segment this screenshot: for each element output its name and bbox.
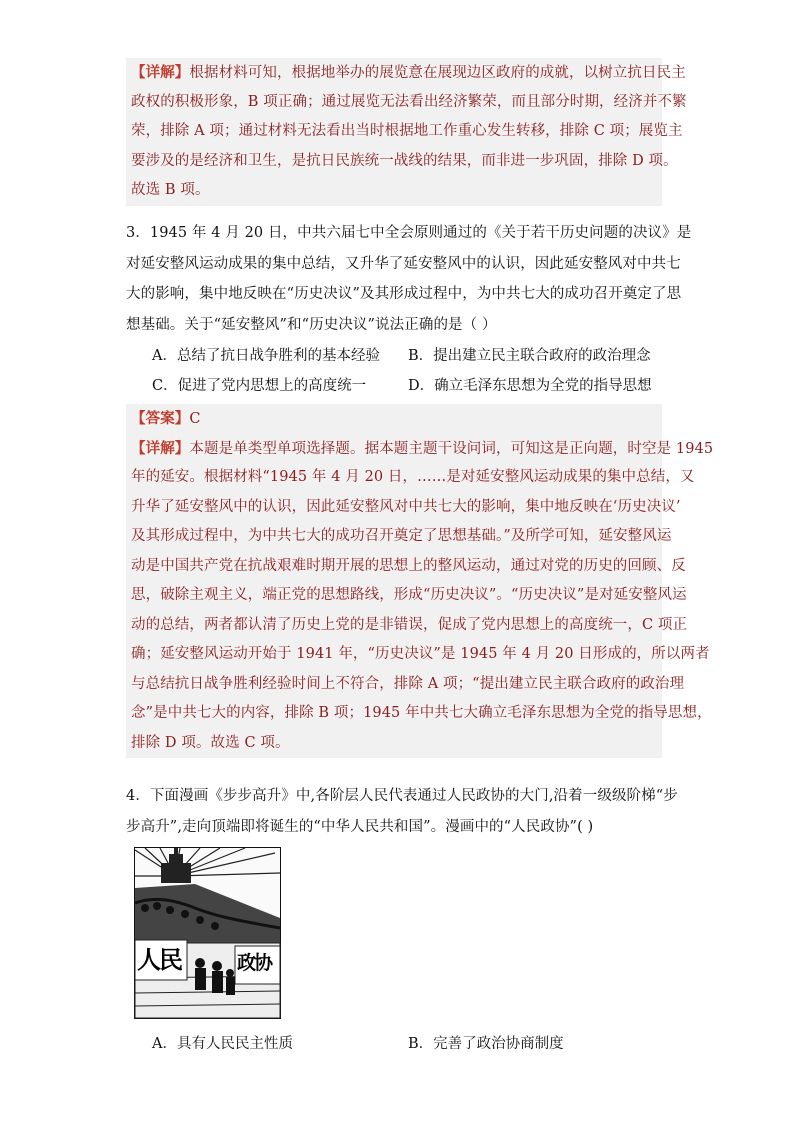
explanation-block <box>126 58 687 206</box>
question-4-options <box>126 1029 662 1059</box>
explanation-line: 确；延安整风运动开始于 1941 年，“历史决议”是 1945 年 4 月 20 日形成的，所以两者 <box>131 646 710 662</box>
option-row <box>126 1029 662 1059</box>
option-row <box>126 341 662 371</box>
explanation-line: 年的延安。根据材料“1945 年 4 月 20 日，……是对延安整风运动成果的集中总结，又 <box>131 469 695 485</box>
question-4 <box>126 781 678 842</box>
question-line: 步高升”,走向顶端即将诞生的“中华人民共和国”。漫画中的“人民政协”( ) <box>126 818 594 835</box>
explanation-line: 荣，排除 A 项；通过材料无法看出当时根据地工作重心发生转移，排除 C 项；展览主 <box>131 123 683 139</box>
question-line: 大的影响，集中地反映在“历史决议”及其形成过程中，为中共七大的成功召开奠定了思 <box>126 286 682 302</box>
comic-text-left: 人民 <box>137 946 181 974</box>
explanation-line <box>131 58 686 88</box>
option-a[interactable]: A．总结了抗日战争胜利的基本经验 <box>152 348 380 364</box>
explanation-line: 故选 B 项。 <box>131 182 210 198</box>
text: 根据材料可知，根据地举办的展览意在展现边区政府的成就，以树立抗日民主 <box>189 65 686 81</box>
text: 本题是单类型单项选择题。据本题主题干设问词，可知这是正向题，时空是 1945 <box>189 440 714 457</box>
answer-line <box>131 404 658 434</box>
option-a[interactable]: A．具有人民民主性质 <box>152 1036 293 1052</box>
option-d[interactable]: D．确立毛泽东思想为全党的指导思想 <box>408 378 652 394</box>
explanation-line <box>131 434 714 464</box>
question-line: 想基础。关于“延安整风”和“历史决议”说法正确的是（ ） <box>126 316 497 333</box>
answer-block <box>126 404 714 758</box>
explanation-tag: 【详解】 <box>131 439 190 457</box>
explanation-line: 要涉及的是经济和卫生，是抗日民族统一战线的结果，而非进一步巩固，排除 D 项。 <box>131 152 678 169</box>
comic-illustration <box>134 847 281 1019</box>
explanation-line: 思，破除主观主义，端正党的思想路线，形成“历史决议”。“历史决议”是对延安整风运 <box>131 587 687 603</box>
option-b[interactable]: B．完善了政治协商制度 <box>408 1036 564 1052</box>
explanation-line: 升华了延安整风中的认识，因此延安整风对中共七大的影响，集中地反映在‘历史决议’ <box>131 498 681 515</box>
explanation-line: 动的总结，两者都认清了历史上党的是非错误，促成了党内思想上的高度统一，C 项正 <box>131 616 688 633</box>
option-c[interactable]: C．促进了党内思想上的高度统一 <box>152 378 367 394</box>
explanation-line: 动是中国共产党在抗战艰难时期开展的思想上的整风运动，通过对党的历史的回顾、反 <box>131 557 686 574</box>
question-line: 3．1945 年 4 月 20 日，中共六届七中全会原则通过的《关于若干历史问题的决议》是 <box>126 225 692 241</box>
explanation-line: 排除 D 项。故选 C 项。 <box>131 734 290 751</box>
explanation-line: 及其形成过程中，为中共七大的成功召开奠定了思想基础。”及所学可知，延安整风运 <box>131 528 672 544</box>
explanation-line: 念”是中共七大的内容，排除 B 项；1945 年中共七大确立毛泽东思想为全党的指导思想， <box>131 705 712 721</box>
explanation-line: 与总结抗日战争胜利经验时间上不符合，排除 A 项；“提出建立民主联合政府的政治理 <box>131 675 685 692</box>
question-line: 对延安整风运动成果的集中总结，又升华了延安整风中的认识，因此延安整风对中共七 <box>126 255 681 272</box>
explanation-tag: 【详解】 <box>131 64 190 81</box>
question-3 <box>126 218 692 340</box>
question-3-options <box>126 341 662 401</box>
question-line: 4．下面漫画《步步高升》中,各阶层人民代表通过人民政协的大门,沿着一级级阶梯“步 <box>126 788 678 804</box>
answer-tag: 【答案】 <box>131 410 190 427</box>
option-row <box>126 371 662 401</box>
answer-value: C <box>189 411 201 427</box>
explanation-line: 政权的积极形象，B 项正确；通过展览无法看出经济繁荣，而且部分时期，经济并不繁 <box>131 93 687 110</box>
option-b[interactable]: B．提出建立民主联合政府的政治理念 <box>408 348 651 364</box>
comic-drawing <box>135 848 280 1018</box>
comic-text-right: 政协 <box>237 952 272 974</box>
